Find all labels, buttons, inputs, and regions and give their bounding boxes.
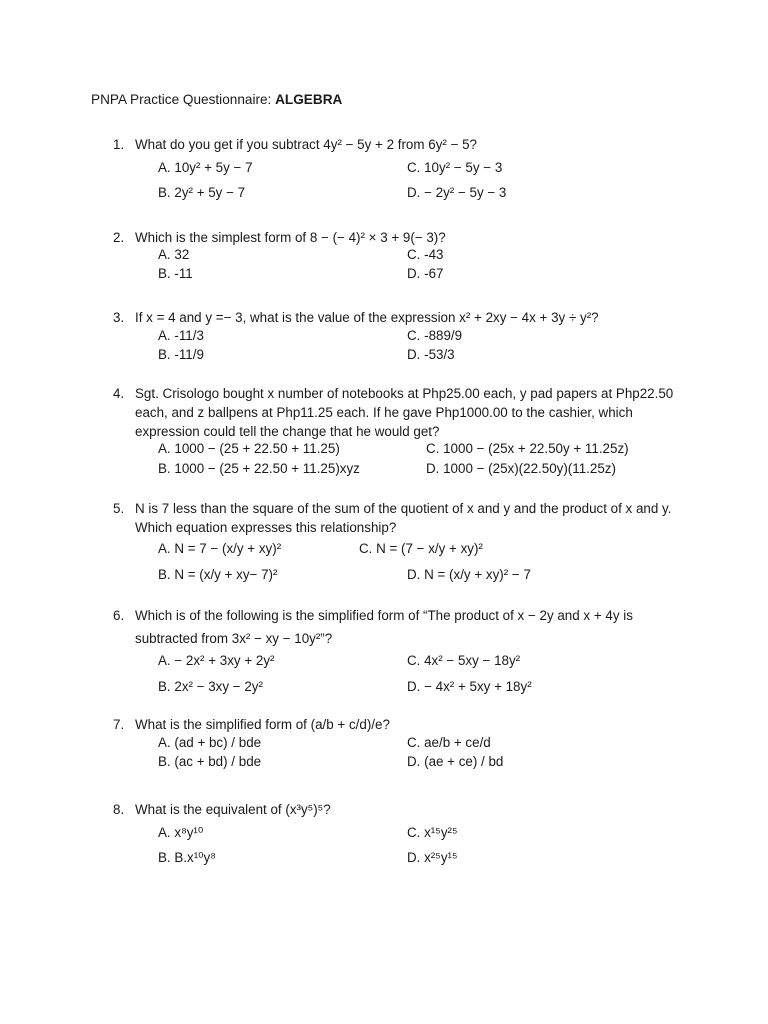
question-6 — [113, 604, 678, 650]
option-a[interactable]: A. 32 — [158, 247, 190, 262]
option-c[interactable]: C. N = (7 − x/y + xy)² — [359, 541, 483, 556]
option-b[interactable]: B. 1000 − (25 + 22.50 + 11.25)xyz — [158, 461, 360, 476]
option-b[interactable]: B. (ac + bd) / bde — [158, 754, 262, 769]
option-d[interactable]: D. 1000 − (25x)(22.50y)(11.25z) — [426, 461, 616, 476]
option-c[interactable]: C. -43 — [407, 247, 444, 262]
question-4 — [113, 384, 678, 441]
option-c[interactable]: C. x¹⁵y²⁵ — [407, 825, 458, 840]
question-text: N is 7 less than the square of the sum of the quotient of x and y and the product of x and y. Which equation expresses this relationship? — [135, 501, 672, 535]
option-b[interactable]: B. -11 — [158, 266, 193, 281]
question-text: Sgt. Crisologo bought x number of notebooks at Php25.00 each, y pad papers at Php22.50 each, and z ballpens at Php11.25 each. If he gave Php1000.00 to the cashier, which expression could tell the change that he would get? — [135, 386, 674, 439]
option-b[interactable]: B. 2y² + 5y − 7 — [158, 185, 246, 200]
option-a[interactable]: A. − 2x² + 3xy + 2y² — [158, 653, 275, 668]
question-3 — [113, 308, 683, 327]
option-b[interactable]: B. B.x¹⁰y⁸ — [158, 850, 216, 865]
question-text: What do you get if you subtract 4y² − 5y + 2 from 6y² − 5? — [135, 137, 478, 152]
question-5 — [113, 499, 678, 537]
option-b[interactable]: B. N = (x/y + xy− 7)² — [158, 567, 278, 582]
subject-label: ALGEBRA — [275, 92, 343, 107]
option-a[interactable]: A. N = 7 − (x/y + xy)² — [158, 541, 282, 556]
question-8 — [113, 800, 683, 819]
option-b[interactable]: B. -11/9 — [158, 347, 204, 362]
option-a[interactable]: A. -11/3 — [158, 328, 204, 343]
option-a[interactable]: A. 1000 − (25 + 22.50 + 11.25) — [158, 441, 340, 456]
question-number: 8. — [113, 802, 125, 817]
option-d[interactable]: D. N = (x/y + xy)² − 7 — [407, 567, 531, 582]
option-a[interactable]: A. (ad + bc) / bde — [158, 735, 262, 750]
option-d[interactable]: D. (ae + ce) / bd — [407, 754, 504, 769]
question-number: 1. — [113, 137, 125, 152]
option-d[interactable]: D. − 4x² + 5xy + 18y² — [407, 679, 532, 694]
question-7 — [113, 715, 683, 734]
option-a[interactable]: A. x⁸y¹⁰ — [158, 825, 204, 840]
option-c[interactable]: C. -889/9 — [407, 328, 463, 343]
question-number: 7. — [113, 717, 125, 732]
question-number: 5. — [113, 501, 125, 516]
option-d[interactable]: D. -67 — [407, 266, 444, 281]
question-number: 2. — [113, 230, 125, 245]
option-c[interactable]: C. ae/b + ce/d — [407, 735, 491, 750]
option-d[interactable]: D. x²⁵y¹⁵ — [407, 850, 458, 865]
question-text: If x = 4 and y =− 3, what is the value of the expression x² + 2xy − 4x + 3y ÷ y²? — [135, 310, 599, 325]
option-d[interactable]: D. -53/3 — [407, 347, 455, 362]
question-2 — [113, 228, 683, 247]
question-text: What is the equivalent of (x³y⁵)⁵? — [135, 802, 331, 817]
option-d[interactable]: D. − 2y² − 5y − 3 — [407, 185, 507, 200]
option-b[interactable]: B. 2x² − 3xy − 2y² — [158, 679, 263, 694]
question-number: 6. — [113, 608, 125, 623]
question-text: What is the simplified form of (a/b + c/d)/e? — [135, 717, 390, 732]
page-title: PNPA Practice Questionnaire: ALGEBRA — [91, 92, 343, 107]
option-c[interactable]: C. 10y² − 5y − 3 — [407, 160, 503, 175]
question-number: 3. — [113, 310, 125, 325]
option-c[interactable]: C. 1000 − (25x + 22.50y + 11.25z) — [426, 441, 629, 456]
option-a[interactable]: A. 10y² + 5y − 7 — [158, 160, 253, 175]
option-c[interactable]: C. 4x² − 5xy − 18y² — [407, 653, 521, 668]
question-text: Which is the simplest form of 8 − (− 4)² × 3 + 9(− 3)? — [135, 230, 446, 245]
question-number: 4. — [113, 386, 125, 401]
question-1 — [113, 135, 683, 154]
question-text: Which is of the following is the simplified form of “The product of x − 2y and x + 4y is subtracted from 3x² − xy − 10y²”? — [135, 608, 633, 646]
